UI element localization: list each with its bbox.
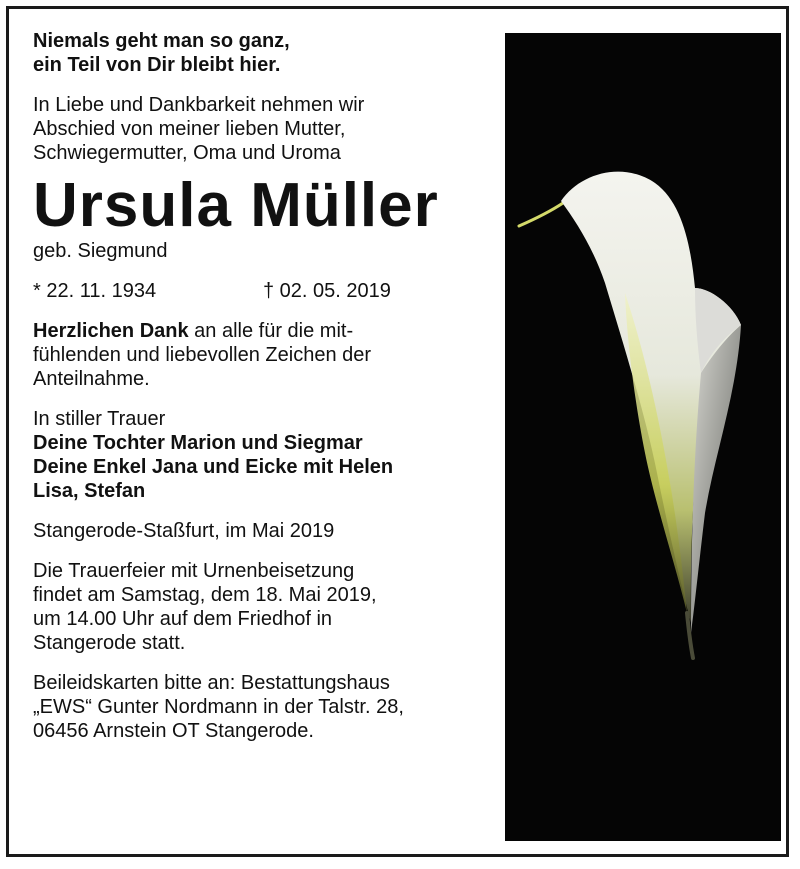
condolence-line: „EWS“ Gunter Nordmann in der Talstr. 28,: [33, 696, 404, 718]
intro-line: In Liebe und Dankbarkeit nehmen wir: [33, 94, 365, 116]
ceremony-line: findet am Samstag, dem 18. Mai 2019,: [33, 584, 377, 606]
ceremony-line: um 14.00 Uhr auf dem Friedhof in: [33, 608, 333, 630]
condolence-line: Beileidskarten bitte an: Bestattungshaus: [33, 672, 390, 694]
obituary-notice: [6, 6, 789, 857]
thanks-line: [33, 319, 481, 343]
birth-name: geb. Siegmund: [33, 240, 168, 262]
motto-line: Niemals geht man so ganz,: [33, 30, 290, 52]
mourners-line: Deine Tochter Marion und Siegmar: [33, 432, 363, 454]
mourners-line: Lisa, Stefan: [33, 480, 146, 502]
obituary-text: [33, 29, 481, 743]
condolence-line: 06456 Arnstein OT Stangerode.: [33, 720, 314, 742]
birth-date: * 22. 11. 1934: [33, 280, 157, 302]
mourners-line: Deine Enkel Jana und Eicke mit Helen: [33, 456, 394, 478]
intro-line: Schwiegermutter, Oma und Uroma: [33, 142, 341, 164]
life-dates: [33, 279, 481, 303]
thanks-heading: Herzlichen Dank: [33, 320, 189, 342]
motto-line: ein Teil von Dir bleibt hier.: [33, 54, 281, 76]
death-date: † 02. 05. 2019: [263, 280, 391, 302]
calla-lily-icon: [505, 33, 781, 841]
thanks-line: Anteilnahme.: [33, 368, 150, 390]
deceased-name: Ursula Müller: [33, 171, 439, 240]
calla-lily-photo: [505, 33, 781, 841]
thanks-text: an alle für die mit-: [188, 320, 354, 342]
ceremony-line: Die Trauerfeier mit Urnenbeisetzung: [33, 560, 355, 582]
mourners-intro: In stiller Trauer: [33, 408, 166, 430]
thanks-line: fühlenden und liebevollen Zeichen der: [33, 344, 372, 366]
intro-line: Abschied von meiner lieben Mutter,: [33, 118, 346, 140]
place-date: Stangerode-Staßfurt, im Mai 2019: [33, 520, 335, 542]
ceremony-line: Stangerode statt.: [33, 632, 186, 654]
